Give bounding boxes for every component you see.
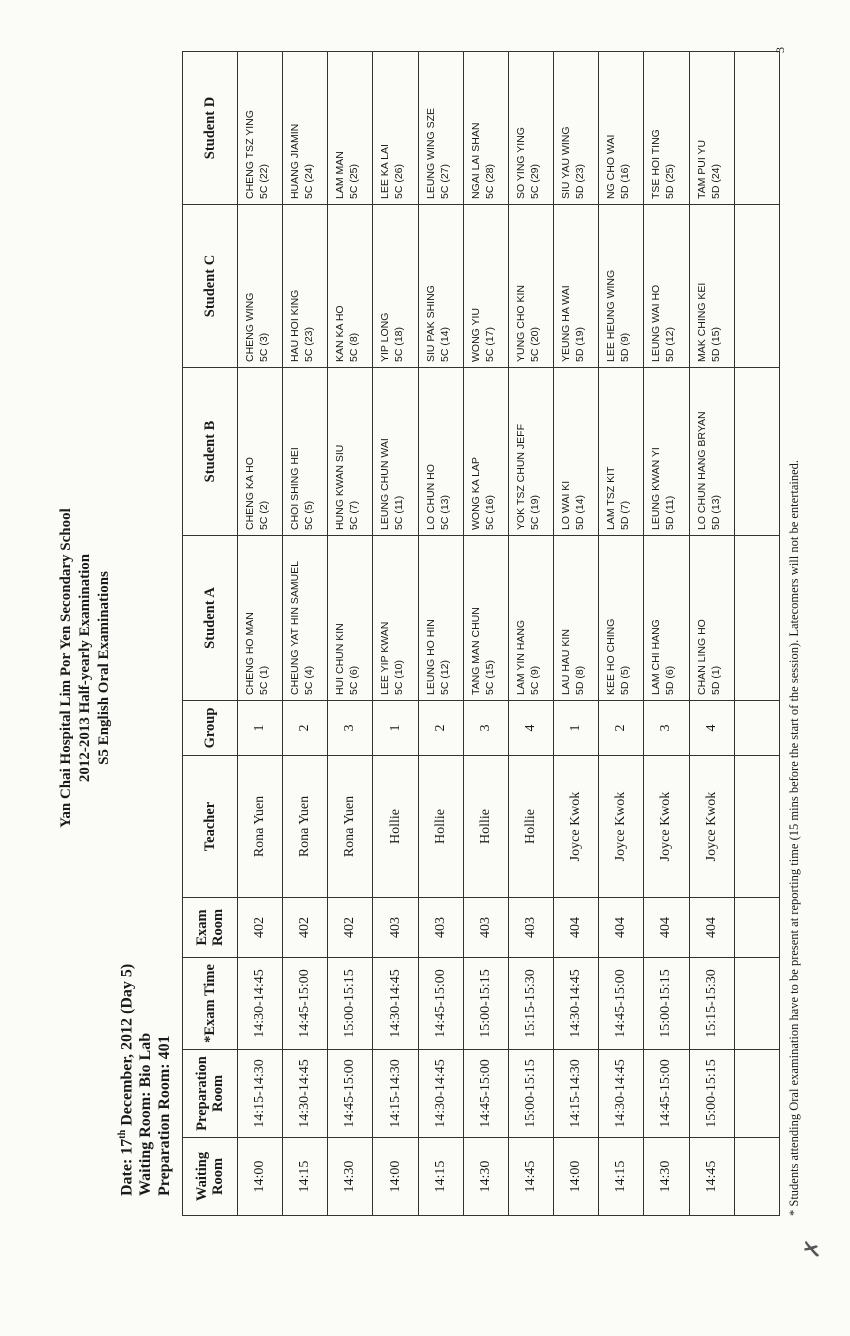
table-row — [238, 52, 283, 1216]
student-a-cell — [373, 536, 418, 701]
student-name: LAM MAN — [334, 151, 347, 199]
schedule-table — [182, 51, 780, 1216]
student-b-cell — [328, 368, 373, 536]
student-class: 5D (7) — [619, 500, 632, 530]
preparation-room-cell: 14:15-14:30 — [238, 1050, 283, 1138]
student-name: SIU YAU WING — [560, 126, 573, 199]
student-name: CHEUNG YAT HIN SAMUEL — [289, 561, 302, 695]
exam-title: 2012-2013 Half-yearly Examination — [77, 553, 93, 783]
student-name: CHENG WING — [244, 292, 256, 362]
student-b-cell — [238, 368, 283, 536]
student-class: 5C (22) — [258, 163, 270, 199]
group-cell: 4 — [508, 701, 553, 756]
preparation-room-cell: 14:45-15:00 — [463, 1050, 508, 1138]
student-d-cell — [463, 52, 508, 205]
student-name: CHENG KA HO — [244, 457, 256, 530]
col-header-waiting-room: Waiting Room — [183, 1138, 238, 1216]
student-name: YUNG CHO KIN — [514, 284, 527, 362]
student-name: HUANG JIAMIN — [289, 123, 302, 199]
student-class: 5C (8) — [348, 332, 361, 362]
student-class: 5C (14) — [438, 326, 451, 362]
student-c-cell — [418, 205, 463, 368]
exam-time-cell: 15:15-15:30 — [689, 958, 734, 1050]
group-cell: 4 — [689, 701, 734, 756]
preparation-room-cell: 14:30-14:45 — [283, 1050, 328, 1138]
exam-subtitle: S5 English Oral Examinations — [96, 571, 112, 765]
student-c-cell — [644, 205, 689, 368]
group-cell: 1 — [238, 701, 283, 756]
exam-time-cell: 14:45-15:00 — [599, 958, 644, 1050]
student-name: LEUNG KWAN YI — [650, 447, 663, 530]
exam-date: Date: 17th December, 2012 (Day 5) — [117, 963, 136, 1196]
student-d-cell — [689, 52, 734, 205]
group-cell: 3 — [328, 701, 373, 756]
preparation-room-cell: 14:15-14:30 — [554, 1050, 599, 1138]
group-cell: 2 — [418, 701, 463, 756]
student-a-cell — [463, 536, 508, 701]
table-row — [689, 52, 734, 1216]
student-name: CHENG TSZ YING — [244, 110, 256, 199]
student-class: 5C (13) — [438, 494, 451, 530]
student-name: LAM YIN HANG — [514, 619, 527, 695]
student-class: 5C (24) — [303, 163, 316, 199]
student-name: LAM CHI HANG — [650, 619, 663, 695]
exam-time-cell: 14:30-14:45 — [238, 958, 283, 1050]
student-c-cell — [463, 205, 508, 368]
teacher-cell: Hollie — [373, 756, 418, 898]
exam-time-cell: 14:45-15:00 — [418, 958, 463, 1050]
exam-time-cell: 14:30-14:45 — [373, 958, 418, 1050]
waiting-room-cell: 14:30 — [644, 1138, 689, 1216]
student-c-cell — [599, 205, 644, 368]
student-d-cell — [283, 52, 328, 205]
preparation-room-cell: 15:00-15:15 — [508, 1050, 553, 1138]
empty-cell — [734, 1050, 779, 1138]
student-class: 5D (9) — [619, 332, 632, 362]
student-name: LEUNG CHUN WAI — [379, 438, 392, 530]
group-cell: 3 — [463, 701, 508, 756]
student-class: 5C (29) — [528, 163, 541, 199]
student-b-cell — [418, 368, 463, 536]
student-name: LO WAI KI — [560, 480, 573, 530]
student-name: LEE HEUNG WING — [605, 269, 618, 362]
empty-cell — [734, 368, 779, 536]
student-name: YOK TSZ CHUN JEFF — [514, 424, 527, 530]
table-header-row — [183, 52, 238, 1216]
student-a-cell — [644, 536, 689, 701]
teacher-cell: Joyce Kwok — [689, 756, 734, 898]
student-name: LO CHUN HANG BRYAN — [695, 411, 708, 530]
student-name: CHOI SHING HEI — [289, 447, 302, 530]
student-name: LEUNG WING SZE — [424, 107, 437, 199]
table-row — [373, 52, 418, 1216]
exam-room-cell: 404 — [644, 898, 689, 958]
student-class: 5C (9) — [528, 665, 541, 695]
col-header-student-d: Student D — [183, 52, 238, 205]
empty-cell — [734, 205, 779, 368]
student-class: 5C (3) — [258, 332, 270, 362]
student-class: 5D (14) — [574, 494, 587, 530]
table-row — [283, 52, 328, 1216]
student-name: WONG YIU — [469, 307, 482, 362]
teacher-cell: Joyce Kwok — [644, 756, 689, 898]
student-class: 5C (1) — [258, 665, 270, 695]
student-b-cell — [554, 368, 599, 536]
student-class: 5C (6) — [348, 665, 361, 695]
student-d-cell — [418, 52, 463, 205]
footnote: * Students attending Oral examination have to be present at reporting time (15 mins before the start of the session). Latecomers will not be entertained. — [787, 459, 801, 1216]
empty-cell — [734, 536, 779, 701]
student-name: TSE HOI TING — [650, 129, 663, 199]
student-class: 5C (18) — [393, 326, 406, 362]
student-class: 5D (24) — [709, 163, 722, 199]
col-header-exam-time: *Exam Time — [183, 958, 238, 1050]
exam-room-cell: 403 — [418, 898, 463, 958]
student-name: WONG KA LAP — [469, 457, 482, 530]
student-name: LO CHUN HO — [424, 464, 437, 530]
empty-cell — [734, 756, 779, 898]
waiting-room-cell: 14:30 — [328, 1138, 373, 1216]
col-header-student-a: Student A — [183, 536, 238, 701]
teacher-cell: Hollie — [508, 756, 553, 898]
student-class: 5C (15) — [483, 659, 496, 695]
student-c-cell — [238, 205, 283, 368]
student-c-cell — [554, 205, 599, 368]
table-row — [463, 52, 508, 1216]
exam-room-cell: 403 — [508, 898, 553, 958]
student-class: 5D (15) — [709, 326, 722, 362]
student-name: LEUNG HO HIN — [424, 619, 437, 695]
student-a-cell — [689, 536, 734, 701]
student-b-cell — [644, 368, 689, 536]
student-c-cell — [689, 205, 734, 368]
col-header-exam-room: Exam Room — [183, 898, 238, 958]
student-b-cell — [463, 368, 508, 536]
student-d-cell — [554, 52, 599, 205]
student-a-cell — [328, 536, 373, 701]
student-class: 5D (11) — [664, 495, 677, 530]
group-cell: 2 — [283, 701, 328, 756]
table-row — [418, 52, 463, 1216]
exam-room-cell: 404 — [689, 898, 734, 958]
student-d-cell — [328, 52, 373, 205]
exam-time-cell: 15:00-15:15 — [463, 958, 508, 1050]
teacher-cell: Rona Yuen — [238, 756, 283, 898]
waiting-room-info: Waiting Room: Bio Lab — [137, 1032, 154, 1196]
table-row — [599, 52, 644, 1216]
student-c-cell — [508, 205, 553, 368]
handwritten-tick-mark: ✗ — [798, 1237, 827, 1261]
student-b-cell — [373, 368, 418, 536]
col-header-group: Group — [183, 701, 238, 756]
student-class: 5C (23) — [303, 326, 316, 362]
student-b-cell — [283, 368, 328, 536]
group-cell: 1 — [554, 701, 599, 756]
student-class: 5C (10) — [393, 659, 406, 695]
group-cell: 2 — [599, 701, 644, 756]
col-header-student-c: Student C — [183, 205, 238, 368]
empty-cell — [734, 898, 779, 958]
preparation-room-cell: 14:15-14:30 — [373, 1050, 418, 1138]
student-class: 5C (17) — [483, 326, 496, 362]
student-name: LEUNG WAI HO — [650, 284, 663, 362]
student-d-cell — [644, 52, 689, 205]
exam-room-cell: 403 — [463, 898, 508, 958]
blank-row — [734, 52, 779, 1216]
student-name: SO YING YING — [514, 127, 527, 199]
student-b-cell — [508, 368, 553, 536]
exam-time-cell: 14:45-15:00 — [283, 958, 328, 1050]
group-cell: 3 — [644, 701, 689, 756]
table-row — [554, 52, 599, 1216]
student-class: 5C (28) — [483, 163, 496, 199]
student-name: LEE KA LAI — [379, 144, 392, 199]
waiting-room-cell: 14:15 — [418, 1138, 463, 1216]
student-name: TANG MAN CHUN — [469, 607, 482, 695]
student-name: HUNG KWAN SIU — [334, 444, 347, 530]
col-header-teacher: Teacher — [183, 756, 238, 898]
student-d-cell — [238, 52, 283, 205]
empty-cell — [734, 1138, 779, 1216]
student-a-cell — [238, 536, 283, 701]
empty-cell — [734, 701, 779, 756]
student-name: CHENG HO MAN — [244, 612, 256, 695]
student-class: 5C (27) — [438, 163, 451, 199]
exam-time-cell: 15:00-15:15 — [328, 958, 373, 1050]
student-class: 5C (20) — [528, 326, 541, 362]
preparation-room-cell: 14:45-15:00 — [328, 1050, 373, 1138]
student-b-cell — [689, 368, 734, 536]
student-class: 5D (13) — [709, 494, 722, 530]
exam-room-cell: 404 — [554, 898, 599, 958]
student-d-cell — [373, 52, 418, 205]
student-class: 5D (16) — [619, 163, 632, 199]
student-class: 5C (19) — [528, 494, 541, 530]
student-d-cell — [599, 52, 644, 205]
exam-time-cell: 15:15-15:30 — [508, 958, 553, 1050]
teacher-cell: Joyce Kwok — [599, 756, 644, 898]
exam-time-cell: 14:30-14:45 — [554, 958, 599, 1050]
student-class: 5C (25) — [348, 163, 361, 199]
exam-time-cell: 15:00-15:15 — [644, 958, 689, 1050]
student-name: NG CHO WAI — [605, 134, 618, 199]
student-c-cell — [373, 205, 418, 368]
preparation-room-cell: 14:45-15:00 — [644, 1050, 689, 1138]
table-row — [644, 52, 689, 1216]
student-name: HAU HOI KING — [289, 289, 302, 362]
teacher-cell: Hollie — [463, 756, 508, 898]
student-class: 5D (19) — [574, 326, 587, 362]
student-name: YEUNG HA WAI — [560, 285, 573, 362]
waiting-room-cell: 14:00 — [554, 1138, 599, 1216]
student-a-cell — [554, 536, 599, 701]
student-class: 5D (6) — [664, 665, 677, 695]
school-name: Yan Chai Hospital Lim Por Yen Secondary School — [58, 508, 74, 828]
student-class: 5C (5) — [303, 500, 316, 530]
col-header-preparation-room: Preparation Room — [183, 1050, 238, 1138]
preparation-room-cell: 14:30-14:45 — [599, 1050, 644, 1138]
student-class: 5C (4) — [303, 665, 316, 695]
student-name: LAM TSZ KIT — [605, 466, 618, 530]
group-cell: 1 — [373, 701, 418, 756]
teacher-cell: Joyce Kwok — [554, 756, 599, 898]
student-name: CHAN LING HO — [695, 619, 708, 695]
student-class: 5D (8) — [574, 665, 587, 695]
waiting-room-cell: 14:45 — [508, 1138, 553, 1216]
student-name: MAK CHING KEI — [695, 282, 708, 362]
student-class: 5C (26) — [393, 163, 406, 199]
table-row — [508, 52, 553, 1216]
student-class: 5D (25) — [664, 163, 677, 199]
student-class: 5C (7) — [348, 500, 361, 530]
preparation-room-cell: 15:00-15:15 — [689, 1050, 734, 1138]
student-class: 5D (1) — [709, 665, 722, 695]
exam-room-cell: 404 — [599, 898, 644, 958]
exam-room-cell: 402 — [238, 898, 283, 958]
student-a-cell — [599, 536, 644, 701]
waiting-room-cell: 14:15 — [283, 1138, 328, 1216]
student-c-cell — [283, 205, 328, 368]
student-class: 5D (12) — [664, 326, 677, 362]
student-name: YIP LONG — [379, 312, 392, 362]
student-a-cell — [508, 536, 553, 701]
preparation-room-cell: 14:30-14:45 — [418, 1050, 463, 1138]
empty-cell — [734, 958, 779, 1050]
waiting-room-cell: 14:15 — [599, 1138, 644, 1216]
student-a-cell — [418, 536, 463, 701]
waiting-room-cell: 14:00 — [238, 1138, 283, 1216]
student-name: LAU HAU KIN — [560, 629, 573, 695]
empty-cell — [734, 52, 779, 205]
waiting-room-cell: 14:45 — [689, 1138, 734, 1216]
preparation-room-info: Preparation Room: 401 — [156, 1035, 173, 1196]
student-name: HUI CHUN KIN — [334, 623, 347, 695]
teacher-cell: Hollie — [418, 756, 463, 898]
student-class: 5D (5) — [619, 665, 632, 695]
student-name: KAN KA HO — [334, 305, 347, 362]
student-name: LEE YIP KWAN — [379, 621, 392, 695]
student-class: 5C (16) — [483, 494, 496, 530]
exam-room-cell: 402 — [283, 898, 328, 958]
student-a-cell — [283, 536, 328, 701]
teacher-cell: Rona Yuen — [283, 756, 328, 898]
waiting-room-cell: 14:30 — [463, 1138, 508, 1216]
student-class: 5D (23) — [574, 163, 587, 199]
student-name: KEE HO CHING — [605, 618, 618, 695]
exam-room-cell: 402 — [328, 898, 373, 958]
student-b-cell — [599, 368, 644, 536]
page-number: 3 — [773, 47, 787, 53]
student-d-cell — [508, 52, 553, 205]
student-class: 5C (11) — [393, 495, 406, 530]
student-class: 5C (12) — [438, 659, 451, 695]
table-row — [328, 52, 373, 1216]
teacher-cell: Rona Yuen — [328, 756, 373, 898]
student-name: NGAI LAI SHAN — [469, 122, 482, 199]
student-class: 5C (2) — [258, 500, 270, 530]
student-name: SIU PAK SHING — [424, 285, 437, 362]
exam-room-cell: 403 — [373, 898, 418, 958]
col-header-student-b: Student B — [183, 368, 238, 536]
student-name: TAM PUI YU — [695, 139, 708, 199]
student-c-cell — [328, 205, 373, 368]
waiting-room-cell: 14:00 — [373, 1138, 418, 1216]
